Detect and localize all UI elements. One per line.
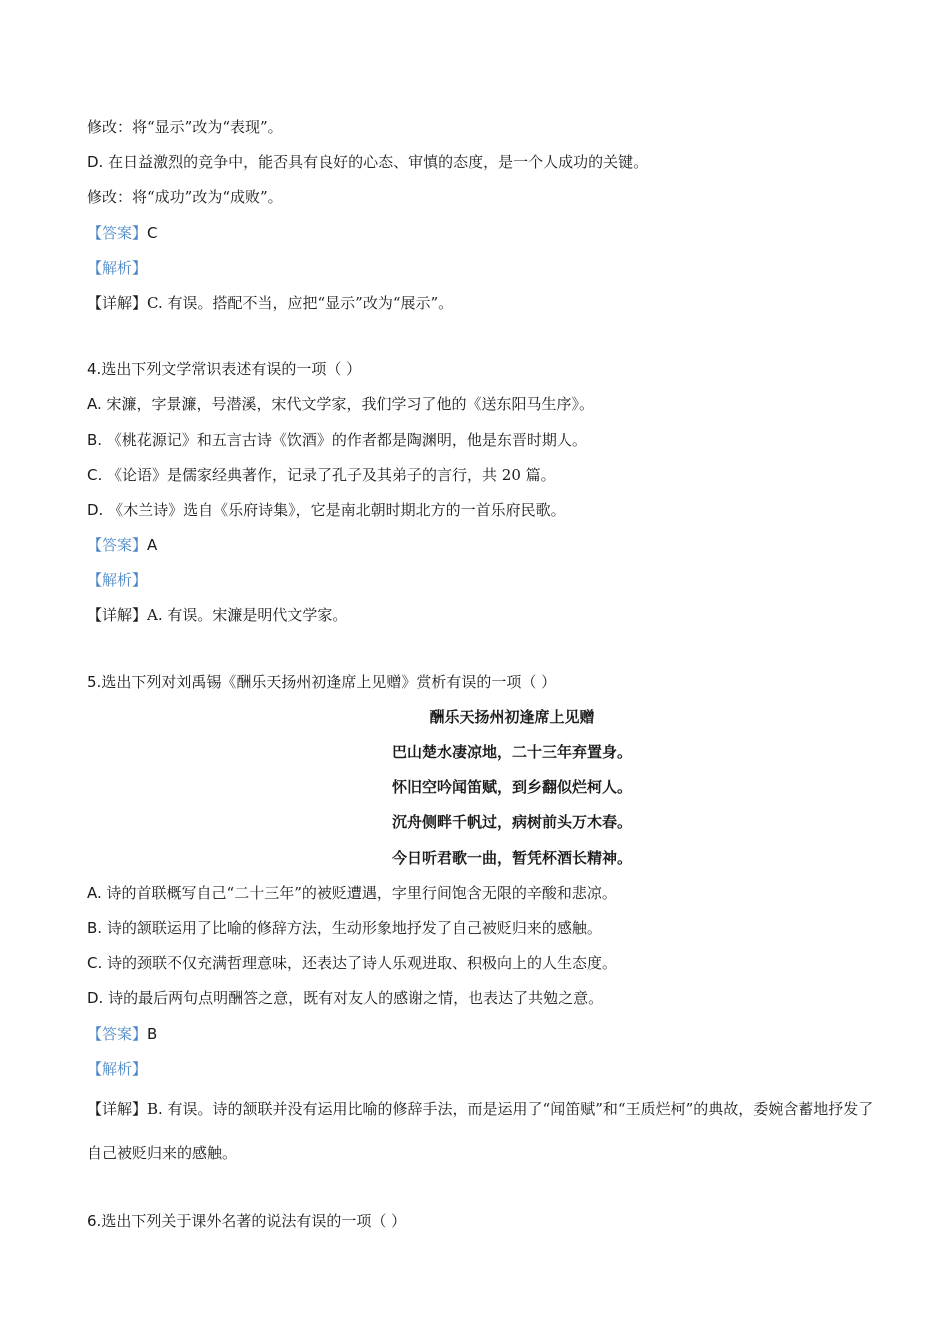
option-letter: D.: [87, 500, 104, 519]
option-text: 诗的首联概写自己“二十三年”的被贬遭遇，字里行间饱含无限的辛酸和悲凉。: [106, 883, 617, 902]
detail-line: 【详解】A. 有误。宋濂是明代文学家。: [87, 606, 348, 625]
question-text: 选出下列对刘禹锡《酬乐天扬州初逢席上见赠》赏析有误的一项（ ）: [101, 672, 557, 691]
analysis-tag: 【解析】: [87, 258, 148, 277]
analysis-tag: 【解析】: [87, 1059, 148, 1078]
question-text: 选出下列关于课外名著的说法有误的一项（ ）: [101, 1211, 407, 1230]
answer-tag: 【答案】: [87, 536, 148, 555]
poem-title: 酬乐天扬州初逢席上见赠: [429, 707, 595, 726]
answer-line: [87, 1017, 877, 1052]
question-5: [87, 665, 877, 700]
option-text: 《桃花源记》和五言古诗《饮酒》的作者都是陶渊明，他是东晋时期人。: [106, 430, 587, 449]
option-b: [87, 423, 877, 458]
option-letter: D.: [87, 153, 104, 172]
option-c: [87, 946, 877, 981]
option-a: [87, 876, 877, 911]
option-letter: C.: [87, 465, 103, 484]
option-text: 在日益激烈的竞争中，能否具有良好的心态、审慎的态度，是一个人成功的关键。: [108, 153, 649, 172]
option-letter: A.: [87, 883, 102, 902]
answer-value: A: [147, 536, 158, 555]
answer-value: C: [147, 223, 158, 242]
poem-line: 巴山楚水凄凉地，二十三年弃置身。: [391, 743, 632, 761]
poem-line: 今日听君歌一曲，暂凭杯酒长精神。: [391, 848, 632, 867]
answer-line: [87, 528, 877, 563]
option-letter: A.: [87, 395, 102, 414]
option-b: [87, 911, 877, 946]
option-letter: D.: [87, 989, 104, 1008]
analysis-tag: 【解析】: [87, 571, 148, 590]
question-number: 5.: [87, 672, 102, 691]
answer-tag: 【答案】: [87, 223, 148, 242]
option-d: [87, 493, 877, 528]
option-text: 诗的颈联不仅充满哲理意味，还表达了诗人乐观进取、积极向上的人生态度。: [107, 954, 618, 973]
option-text: 诗的颔联运用了比喻的修辞方法，生动形象地抒发了自己被贬归来的感触。: [106, 918, 602, 937]
option-d: [87, 981, 877, 1016]
question-number: 4.: [87, 360, 102, 379]
option-letter: B.: [87, 430, 103, 449]
answer-line: [87, 216, 877, 251]
question-6: [87, 1204, 877, 1239]
question-text: 选出下列文学常识表述有误的一项（ ）: [101, 360, 362, 379]
option-letter: C.: [87, 954, 103, 973]
option-d: [87, 145, 877, 180]
option-letter: B.: [87, 918, 103, 937]
poem-line: 沉舟侧畔千帆过，病树前头万木春。: [391, 813, 632, 832]
document-page: [87, 110, 877, 1239]
revision-c: 修改：将“显示”改为“表现”。: [87, 118, 283, 136]
detail-line: 【详解】C. 有误。搭配不当，应把“显示”改为“展示”。: [87, 293, 454, 312]
option-text: 宋濂，字景濂，号潜溪，宋代文学家，我们学习了他的《送东阳马生序》。: [106, 395, 595, 414]
option-text: 诗的最后两句点明酬答之意，既有对友人的感谢之情，也表达了共勉之意。: [108, 989, 604, 1008]
detail-paragraph: 【详解】B. 有误。诗的颔联并没有运用比喻的修辞手法，而是运用了“闻笛赋”和“王质烂柯”的典故，委婉含蓄地抒发了自己被贬归来的感触。: [87, 1099, 874, 1162]
question-4: [87, 352, 877, 387]
question-number: 6.: [87, 1211, 102, 1230]
option-text: 《论语》是儒家经典著作，记录了孔子及其弟子的言行，共 20 篇。: [107, 465, 556, 484]
answer-tag: 【答案】: [87, 1024, 148, 1043]
answer-value: B: [147, 1024, 158, 1043]
option-text: 《木兰诗》选自《乐府诗集》，它是南北朝时期北方的一首乐府民歌。: [108, 500, 566, 519]
option-c: [87, 458, 877, 493]
option-a: [87, 387, 877, 422]
revision-d: 修改：将“成功”改为“成败”。: [87, 188, 283, 207]
poem-line: 怀旧空吟闻笛赋，到乡翻似烂柯人。: [391, 778, 632, 797]
